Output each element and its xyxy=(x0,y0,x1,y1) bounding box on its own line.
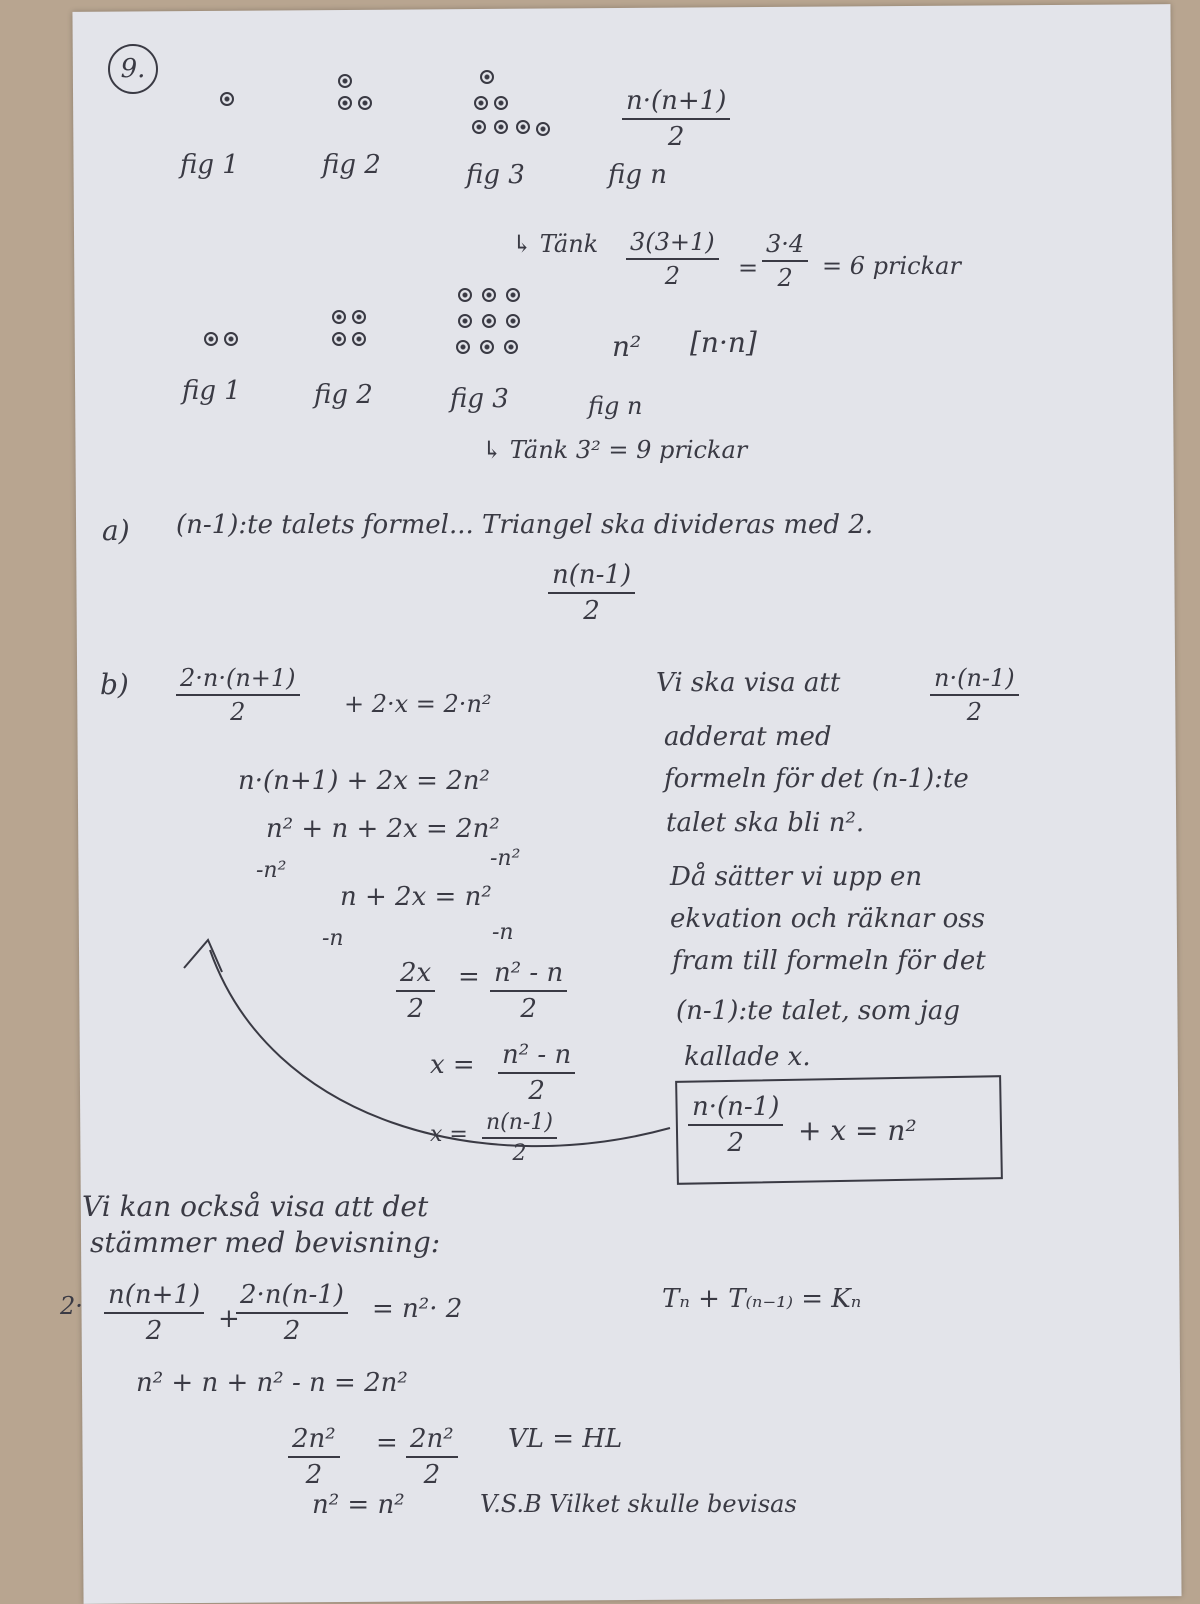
boxed-fraction: $\frac{n\cdot(n-1)}{2}$ xyxy=(688,1092,783,1158)
proof-line1-pre: 2· xyxy=(60,1292,83,1320)
sq-think: ↳ Tänk 3² = 9 prickar xyxy=(482,436,748,464)
problem-number: 9. xyxy=(108,44,158,94)
part-a-text: (n-1):te talets formel... Triangel ska divideras med 2. xyxy=(176,510,874,540)
explain-line-2: adderat med xyxy=(664,722,832,752)
proof-identity: Tₙ + T₍ₙ₋₁₎ = Kₙ xyxy=(662,1284,862,1314)
b-line1-fraction: $\frac{2\cdot n\cdot(n+1)}{2}$ xyxy=(176,664,300,726)
explain-line-8: (n-1):te talet, som jag xyxy=(676,996,960,1026)
sq-label-n: fig n xyxy=(588,392,643,420)
b-line4: n + 2x = n² xyxy=(340,882,492,912)
boxed-rest: + x = n² xyxy=(798,1114,917,1147)
b-line5-eq: = xyxy=(458,962,480,992)
explain-line-3: formeln för det (n-1):te xyxy=(664,764,969,794)
tri-think-equals: = xyxy=(738,254,759,282)
proof-vl-hl: VL = HL xyxy=(508,1424,623,1454)
b-line1-rest: + 2·x = 2·n² xyxy=(344,690,492,718)
proof-line1-frac1: $\frac{n(n+1)}{2}$ xyxy=(104,1280,204,1346)
tri-think-fraction: $\frac{3(3+1)}{2}$ xyxy=(626,228,719,290)
b-line4-sub-right: -n xyxy=(492,920,514,945)
b-line6-fraction: $\frac{\text{n² - n}}{2}$ xyxy=(498,1040,575,1106)
square-formula-bracket: [n·n] xyxy=(690,326,757,359)
proof-line1-plus: + xyxy=(218,1304,240,1334)
b-line6-x: x = xyxy=(430,1050,475,1080)
explain-line-4: talet ska bli n². xyxy=(666,808,865,838)
explain-line-7: fram till formeln för det xyxy=(672,946,986,976)
explain-line-1: Vi ska visa att xyxy=(656,668,841,698)
part-a-label: a) xyxy=(102,514,130,547)
b-line3-sub-left: -n² xyxy=(256,858,287,883)
tri-label-3: fig 3 xyxy=(466,160,525,190)
b-line4-sub-left: -n xyxy=(322,926,344,951)
proof-line4: n² = n² xyxy=(312,1490,405,1520)
b-line5-left: $\frac{2x}{2}$ xyxy=(396,958,435,1024)
proof-line3-left: $\frac{\text{2n²}}{2}$ xyxy=(288,1424,340,1490)
triangle-formula: $\frac{n\cdot(n+1)}{2}$ xyxy=(622,86,730,152)
tri-think-result: = 6 prickar xyxy=(822,252,961,280)
square-formula: n² xyxy=(612,330,642,363)
b-line7-fraction: $\frac{n(n-1)}{2}$ xyxy=(482,1110,557,1166)
proof-vsb: V.S.B Vilket skulle bevisas xyxy=(480,1490,797,1518)
proof-line1-rest: = n²· 2 xyxy=(372,1294,463,1324)
proof-line1-frac2: $\frac{2\cdot n(n-1)}{2}$ xyxy=(236,1280,348,1346)
tri-think-fraction-2: $\frac{3\cdot 4}{2}$ xyxy=(762,230,808,292)
tri-think-label: ↳ Tänk xyxy=(512,230,599,258)
proof-line2: n² + n + n² - n = 2n² xyxy=(136,1368,408,1398)
tri-label-1: fig 1 xyxy=(180,150,239,180)
tri-label-n: fig n xyxy=(608,160,667,190)
proof-intro-1: Vi kan också visa att det xyxy=(82,1190,429,1223)
b-line3-sub-right: -n² xyxy=(490,846,521,871)
b-line2: n·(n+1) + 2x = 2n² xyxy=(238,766,490,796)
explain-fraction: $\frac{n\cdot(n-1)}{2}$ xyxy=(930,664,1019,726)
tri-label-2: fig 2 xyxy=(322,150,381,180)
explain-line-6: ekvation och räknar oss xyxy=(670,904,985,934)
b-line3: n² + n + 2x = 2n² xyxy=(266,814,500,844)
explain-line-5: Då sätter vi upp en xyxy=(670,862,923,892)
explain-line-9: kallade x. xyxy=(684,1042,811,1072)
proof-line3-right: $\frac{\text{2n²}}{2}$ xyxy=(406,1424,458,1490)
sq-label-1: fig 1 xyxy=(182,376,241,406)
part-a-formula: $\frac{n(n-1)}{2}$ xyxy=(548,560,635,626)
proof-line3-eq: = xyxy=(376,1428,398,1458)
b-line5-right: $\frac{\text{n² - n}}{2}$ xyxy=(490,958,567,1024)
b-line7-x: x = xyxy=(430,1122,468,1147)
sq-label-3: fig 3 xyxy=(450,384,509,414)
proof-intro-2: stämmer med bevisning: xyxy=(90,1226,441,1259)
part-b-label: b) xyxy=(100,668,129,701)
sq-label-2: fig 2 xyxy=(314,380,373,410)
